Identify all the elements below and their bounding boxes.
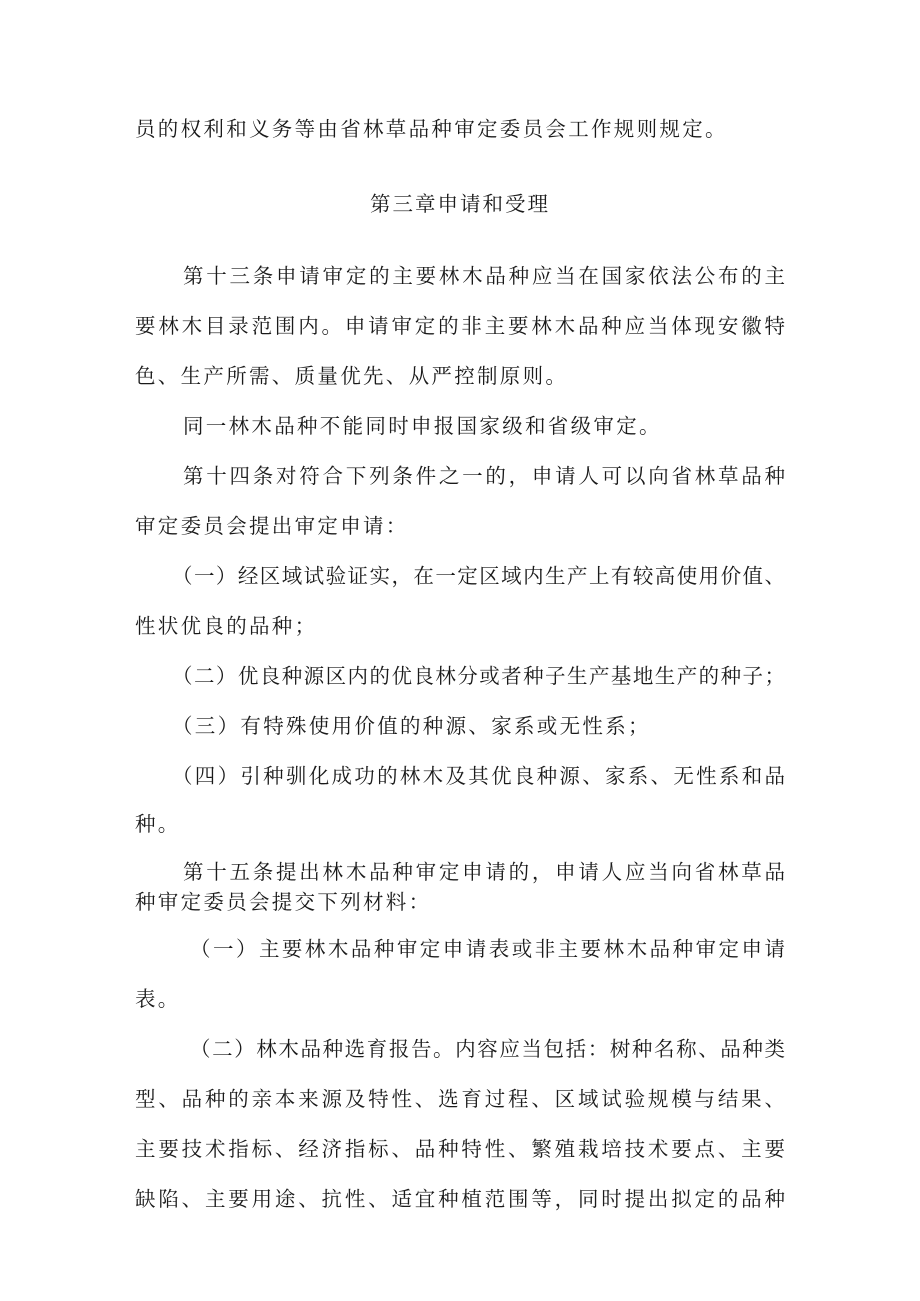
article-13-line-1: 第十三条申请审定的主要林木品种应当在国家依法公布的主 xyxy=(183,264,785,288)
list-item-1-line-2: 性状优良的品种； xyxy=(135,614,318,638)
material-2-line-3: 主要技术指标、经济指标、品种特性、繁殖栽培技术要点、主要 xyxy=(135,1137,785,1161)
list-item-2: （二）优良种源区内的优良林分或者种子生产基地生产的种子； xyxy=(172,664,785,688)
material-2-line-1: （二）林木品种选育报告。内容应当包括：树种名称、品种类 xyxy=(190,1037,785,1061)
paragraph-line: 同一林木品种不能同时申报国家级和省级审定。 xyxy=(183,414,662,438)
article-13-line-2: 要林木目录范围内。申请审定的非主要林木品种应当体现安徽特 xyxy=(135,314,785,338)
article-15-line-2: 种审定委员会提交下列材料： xyxy=(135,890,432,914)
chapter-heading: 第三章申请和受理 xyxy=(370,192,550,216)
material-1-line-2: 表。 xyxy=(135,987,181,1011)
list-item-1-line-1: （一）经区域试验证实，在一定区域内生产上有较高使用价值、 xyxy=(172,564,785,588)
list-item-3: （三）有特殊使用价值的种源、家系或无性系； xyxy=(172,714,651,738)
article-14-line-1: 第十四条对符合下列条件之一的，申请人可以向省林草品种 xyxy=(183,464,785,488)
material-2-line-2: 型、品种的亲本来源及特性、选育过程、区域试验规模与结果、 xyxy=(135,1087,785,1111)
list-item-4-line-1: （四）引种驯化成功的林木及其优良种源、家系、无性系和品 xyxy=(172,764,785,788)
article-14-line-2: 审定委员会提出审定申请： xyxy=(135,514,409,538)
material-1-line-1: （一）主要林木品种审定申请表或非主要林木品种审定申请 xyxy=(190,937,785,961)
article-15-line-1: 第十五条提出林木品种审定申请的，申请人应当向省林草品 xyxy=(183,860,785,884)
article-13-line-3: 色、生产所需、质量优先、从严控制原则。 xyxy=(135,364,569,388)
material-2-line-4: 缺陷、主要用途、抗性、适宜种植范围等，同时提出拟定的品种 xyxy=(135,1187,785,1211)
paragraph-line: 员的权利和义务等由省林草品种审定委员会工作规则规定。 xyxy=(135,117,728,141)
list-item-4-line-2: 种。 xyxy=(135,812,181,836)
